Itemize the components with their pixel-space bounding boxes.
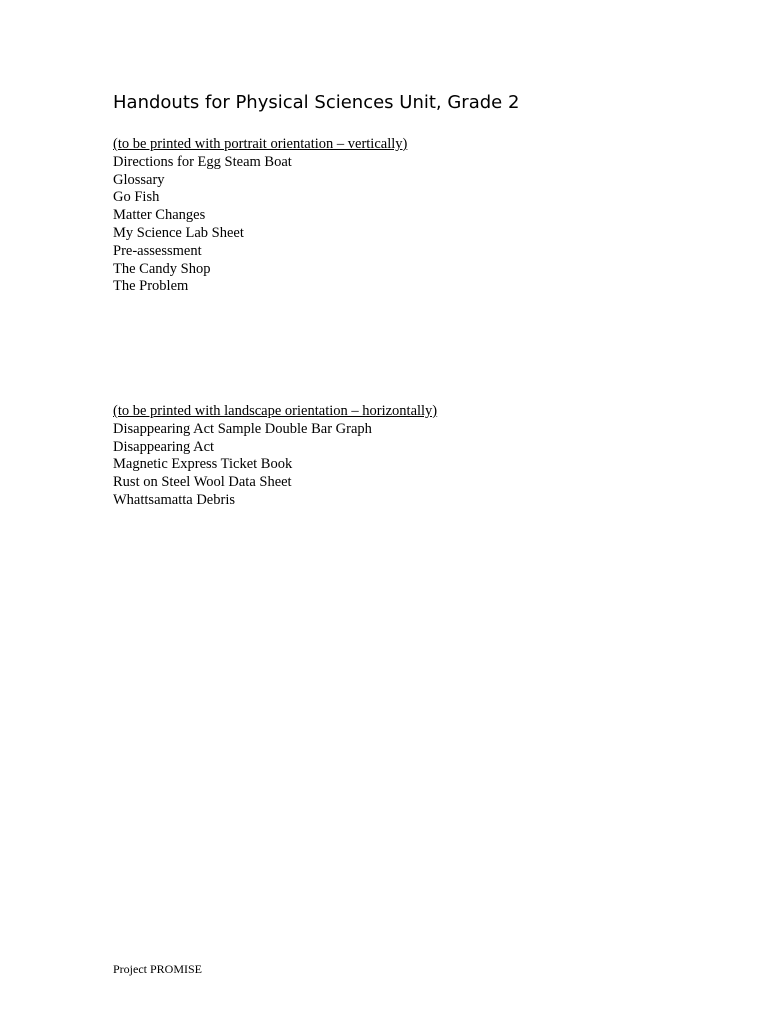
handout-item: Disappearing Act Sample Double Bar Graph: [113, 420, 372, 437]
portrait-handout-list: [113, 154, 407, 296]
landscape-handouts-section: [113, 403, 437, 510]
handout-item: Whattsamatta Debris: [113, 491, 235, 508]
handout-item: Rust on Steel Wool Data Sheet: [113, 474, 292, 491]
handout-item: My Science Lab Sheet: [113, 224, 244, 241]
handout-item: Matter Changes: [113, 207, 206, 224]
handout-item: Disappearing Act: [113, 438, 215, 455]
handout-item: Pre-assessment: [113, 242, 202, 259]
landscape-section-heading: (to be printed with landscape orientation – horizontally): [113, 403, 438, 419]
portrait-section-heading: (to be printed with portrait orientation – vertically): [113, 136, 408, 152]
handout-item: Go Fish: [113, 189, 160, 206]
handout-item: Glossary: [113, 171, 165, 188]
landscape-handout-list: [113, 421, 437, 510]
handout-item: The Problem: [113, 278, 189, 295]
page-footer: Project PROMISE: [113, 962, 203, 976]
handout-item: Magnetic Express Ticket Book: [113, 456, 293, 473]
document-title: Handouts for Physical Sciences Unit, Grade 2: [113, 92, 520, 113]
handout-item: The Candy Shop: [113, 260, 211, 277]
handout-item: Directions for Egg Steam Boat: [113, 153, 292, 170]
portrait-handouts-section: [113, 136, 407, 296]
